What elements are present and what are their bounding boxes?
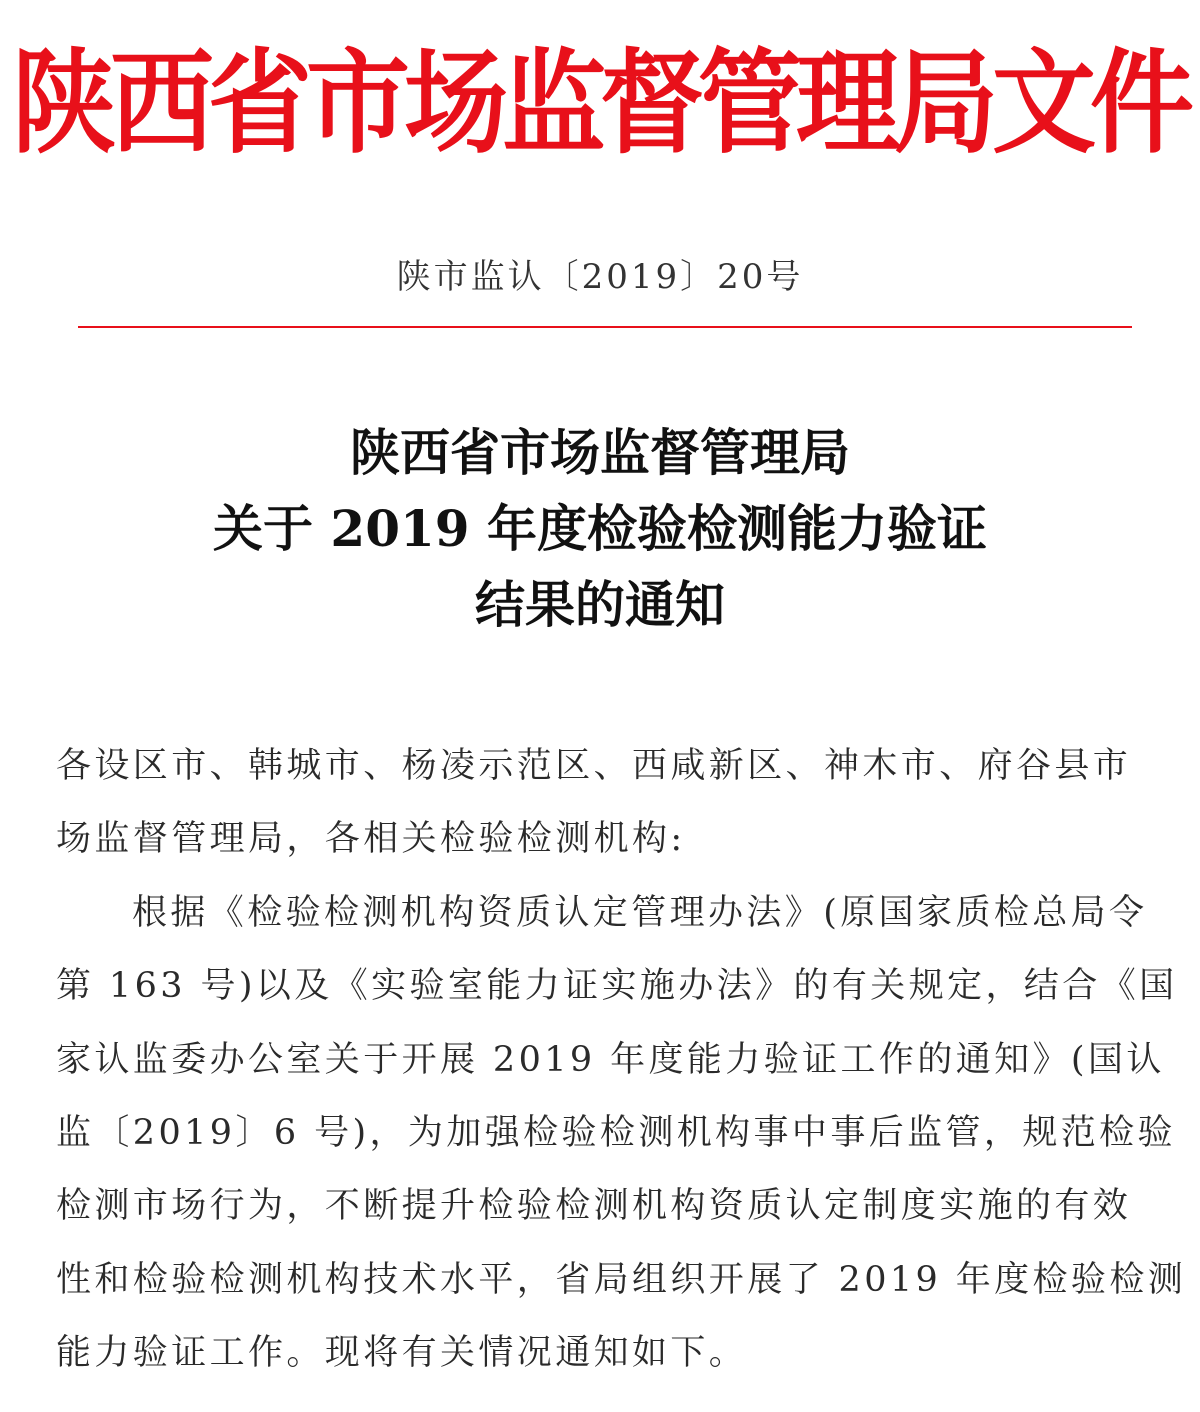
body-line: 性和检验检测机构技术水平，省局组织开展了 2019 年度检验检测 <box>56 1259 1187 1300</box>
body-line: 能力验证工作。现将有关情况通知如下。 <box>56 1333 748 1374</box>
body-line: 根据《检验检测机构资质认定管理办法》(原国家质检总局令 <box>132 892 1148 933</box>
document-body <box>56 730 1187 1391</box>
document-number: 陕市监认〔2019〕20号 <box>396 257 804 297</box>
subject-line-3: 结果的通知 <box>475 575 725 634</box>
agency-header-title: 陕西省市场监督管理局文件 <box>11 37 1188 169</box>
document-subject <box>0 415 1200 643</box>
subject-line-2: 关于 2019 年度检验检测能力验证 <box>213 499 987 558</box>
body-line: 检测市场行为，不断提升检验检测机构资质认定制度实施的有效 <box>56 1186 1132 1227</box>
subject-line-1: 陕西省市场监督管理局 <box>350 423 850 482</box>
body-line: 各设区市、韩城市、杨凌示范区、西咸新区、神木市、府谷县市 <box>56 746 1132 786</box>
body-line: 家认监委办公室关于开展 2019 年度能力验证工作的通知》(国认 <box>56 1039 1165 1080</box>
body-line: 监〔2019〕6 号)，为加强检验检测机构事中事后监管，规范检验 <box>56 1112 1176 1153</box>
header-divider <box>78 326 1132 328</box>
body-line: 第 163 号)以及《实验室能力证实施办法》的有关规定，结合《国 <box>56 966 1178 1007</box>
body-line: 场监督管理局，各相关检验检测机构: <box>56 819 686 860</box>
